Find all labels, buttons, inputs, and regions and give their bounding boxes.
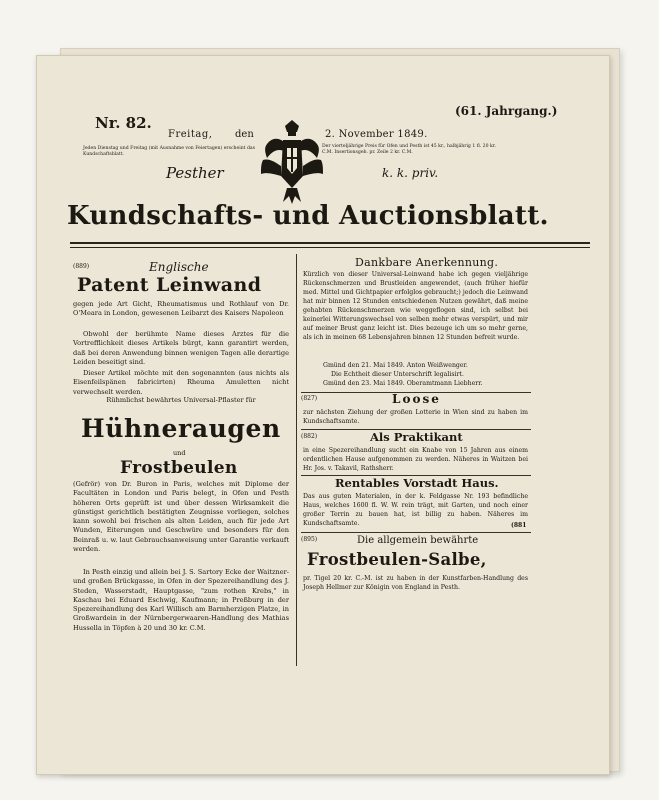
ad-kicker: Die allgemein bewährte	[357, 535, 479, 546]
issue-number: Nr. 82.	[95, 114, 152, 132]
ad-paragraph: Das aus guten Materialen, in der k. Feldgasse Nr. 193 befindliche Haus, welches 1600 fl. W. W. rein trägt, mit Garten, und noch einer großer Terrin zu bauen hat, ist billig zu haben. Näheres im Kundschaftsamte.	[303, 493, 528, 527]
ad-paragraph: zur nächsten Ziehung der großen Lotterie in Wien sind zu haben im Kundschaftsamte.	[303, 409, 528, 425]
masthead-rule	[70, 242, 590, 244]
ad-headline: Als Praktikant	[370, 430, 463, 444]
volume-label: (61. Jahrgang.)	[455, 104, 558, 118]
ad-paragraph: Rühmlichst bewährtes Universal-Pflaster für	[106, 396, 256, 404]
masthead-title: Kundschafts- und Auctionsblatt.	[67, 201, 549, 231]
masthead-rule-thin	[70, 247, 590, 248]
privilege-label: k. k. priv.	[382, 166, 439, 180]
issue-date: 2. November 1849.	[325, 129, 428, 140]
double-eagle-crest-icon	[259, 118, 325, 204]
ad-code: (882)	[301, 433, 318, 440]
ad-subheadline: Frostbeulen	[120, 458, 238, 478]
ad-headline: Hühneraugen	[81, 414, 281, 443]
ad-code: (895)	[301, 536, 318, 543]
ad-code: (827)	[301, 395, 318, 402]
ad-paragraph: Dieser Artikel möchte mit den sogenannten (aus nichts als Eisenfeilspänen fabricirten) Rheuma Amuletten nicht verwechselt werden.	[73, 369, 289, 396]
ad-paragraph: (Gefrör) von Dr. Buron in Paris, welches mit Diplome der Facultäten in London und Paris belegt, in Ofen und Pesth höheren Orts geprüft ist und über dessen Wirksamkeit die günstigst gerichtlich bestätigten Zeugnisse vorliegen, solches kann sowohl bei frischen als alten Leiden, auch für jede Art Wunden, Eiterungen und Geschwüre und besonders für den Beinraß u. w. laut Gebrauchsanweisung unter Garantie verkauft werden.	[73, 480, 289, 554]
ad-headline: Patent Leinwand	[77, 274, 262, 296]
ad-paragraph: pr. Tigel 20 kr. C.-M. ist zu haben in der Kunstfarben-Handlung des Joseph Hellmer zur Königin von England in Pesth.	[303, 575, 528, 591]
schedule-note: Jeden Dienstag und Freitag (mit Ausnahme von Feiertagen) erscheint das Kundschaftsblatt.	[83, 146, 255, 157]
ad-headline: Rentables Vorstadt Haus.	[335, 476, 499, 490]
testimonial-title: Dankbare Anerkennung.	[355, 256, 499, 269]
ad-paragraph: Obwohl der berühmte Name dieses Arztes für die Vortrefflichkeit dieses Artikels bürgt, kann garantirt werden, daß bei deren Anwendung binnen wenigen Tagen alle derartige Leiden beseitigt sind.	[73, 330, 289, 366]
testimonial-signature: Gmünd den 23. Mai 1849. Oberamtmann Liebherr.	[323, 380, 483, 387]
newspaper-page	[36, 55, 610, 775]
ad-headline: Frostbeulen-Salbe,	[307, 550, 487, 569]
section-rule	[301, 532, 531, 533]
ad-code: (889)	[73, 263, 90, 270]
testimonial-signature: Gmünd den 21. Mai 1849. Anton Weißwenger.	[323, 362, 468, 369]
ad-connector: und	[173, 449, 186, 457]
date-den: den	[235, 129, 254, 140]
ad-code: (881	[511, 522, 527, 529]
ad-paragraph: in eine Spezereihandlung sucht ein Knabe von 15 Jahren aus einem ordentlichen Hause aufgenommen zu werden. Näheres in Waitzen bei Hr. Jos. v. Takavil, Rathsherr.	[303, 447, 528, 472]
weekday: Freitag,	[168, 129, 213, 140]
ad-headline: Loose	[392, 392, 441, 406]
testimonial-text: Kürzlich von dieser Universal-Leinwand habe ich gegen vieljährige Rückenschmerzen und Brustleiden angewendet, (auch früher hiefür med. Mittel und Gichtpapier erfolglos gebraucht;) jedoch die Leinwand hat mir binnen 12 Stunden entschiedenen Nutzen gewährt, daß meine gehabten Rückenschmerzen wie weggeflogen sind, ich selbst bei keinerlei Witterungswechsel von selben mehr etwas verspürt, und mir auf meiner Brust ganz leicht ist. Dies bezeuge ich um so mehr gerne, als ich in meinen 68 Lebensjahren binnen 12 Stunden befreit wurde.	[303, 271, 528, 341]
ad-paragraph: In Pesth einzig und allein bei J. S. Sartory Ecke der Waitzner- und großen Brückgasse, in Ofen in der Spezereihandlung des J. Steden, Wasserstadt, Hauptgasse, "zum rothen Krebs," in Kaschau bei Eduard Eschwig, Kaufmann; in Preßburg in der Spezereihandlung des Karl Willisch am Barmherzigen Platze, in Großwardein in der Nürnbergerwaaren-Handlung des Mathias Hussella in Töpfen à 20 und 30 kr. C.M.	[73, 568, 289, 632]
city-name: Pesther	[166, 164, 224, 182]
testimonial-legalisation: Die Echtheit dieser Unterschrift legalisirt.	[331, 371, 464, 378]
price-note: Der vierteljährige Preis für Ofen und Pesth ist 45 kr., halbjährig 1 fl. 20 kr. C.M. Insertionsgeb. pr. Zeile 2 kr. C.M.	[322, 144, 496, 155]
column-divider	[296, 254, 297, 666]
ad-paragraph: gegen jede Art Gicht, Rheumatismus und Rothlauf von Dr. O'Meara in London, gewesenen Leibarzt des Kaisers Napoleon	[73, 300, 289, 318]
ad-kicker: Englische	[149, 260, 209, 274]
